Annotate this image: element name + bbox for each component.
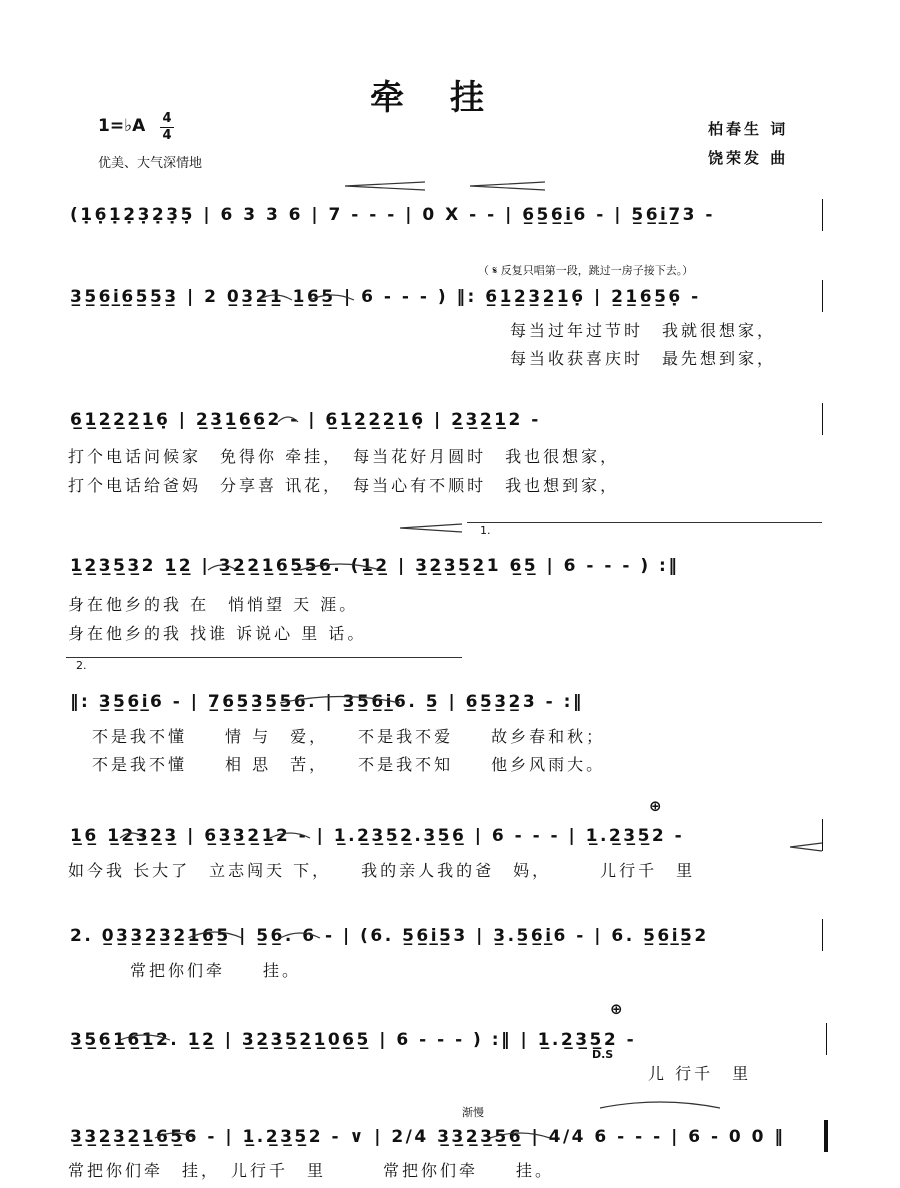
crescendo-hairpin bbox=[400, 524, 462, 532]
segno-instruction: （ 𝄋 反复只唱第一段，跳过一房子接下去。） bbox=[478, 264, 694, 277]
time-numerator: 4 bbox=[162, 111, 172, 126]
tie bbox=[600, 1102, 720, 1108]
key-signature: 1=♭A bbox=[98, 116, 146, 136]
slur bbox=[490, 1133, 550, 1138]
slur bbox=[310, 295, 354, 300]
slur bbox=[155, 1133, 195, 1138]
slur bbox=[188, 932, 242, 938]
score-line-6: 1̲6̲ 1̲2̲3̲2̲3̲ | 6̲3̲3̲2̲1̲2 - | 1̲.2̲3̲5̲2̲.3̲5̲6̲ | 6 - - - | 1̲.2̲3̲5̲2 - bbox=[70, 826, 685, 846]
slur bbox=[120, 833, 144, 838]
score-line-3: 6̲1̲2̲2̲2̲1̲6̣ | 2̲3̲1̲6̲6̲2 - | 6̲1̲2̲2̲2̲1̲6̣ | 2̲3̲2̲1̲2 - bbox=[70, 410, 541, 430]
lyric-line-6: 如今我 长大了 立志闯天 下， 我的亲人我的爸 妈， 儿行千 里 bbox=[68, 861, 696, 880]
slur bbox=[280, 697, 400, 704]
slur bbox=[208, 565, 236, 570]
song-title: 牵挂 bbox=[370, 78, 530, 118]
dal-segno-marking: D.S bbox=[592, 1048, 614, 1061]
composer-credit: 饶荣发 曲 bbox=[708, 149, 789, 167]
score-line-1: (1̣6̣1̣2̣3̣2̣3̣5̣ | 6 3 3 6 | 7 - - - | 0 X - - | 6̲5̲6̲i̲6 - | 5̲6̲i̲7̲3 - bbox=[70, 205, 715, 225]
decrescendo-hairpin bbox=[470, 182, 545, 190]
lyric-line-2b: 每当收获喜庆时 最先想到家， bbox=[510, 349, 777, 368]
score-line-8: 3̲5̲6̲1̲6̲1̲2. 1̲2̲ | 3̲2̲3̲5̲2̲1̲0̲6̲5̲ | 6 - - - ) :‖ | 1̲.2̲3̲5̲2 - bbox=[70, 1030, 637, 1050]
lyric-line-7: 常把你们牵 挂。 bbox=[130, 961, 302, 980]
slur bbox=[278, 417, 298, 422]
volta-2-label: 2. bbox=[76, 659, 87, 672]
slur bbox=[280, 933, 320, 938]
lyric-line-4b: 身在他乡的我 找谁 诉说心 里 话。 bbox=[68, 624, 367, 643]
score-line-4: 1̲2̲3̲5̲3̲2 1̲2̲ | 3̲2̲2̲1̲6̲5̲5̲6̲. (1̲2̲ | 3̲2̲3̲5̲2̲1 6̲5̲ | 6 - - - ) :‖ bbox=[70, 556, 680, 576]
slur bbox=[270, 833, 310, 838]
crescendo-hairpin bbox=[790, 843, 822, 851]
expression-marking: 优美、大气深情地 bbox=[98, 156, 203, 171]
coda-sign-icon: ⊕ bbox=[649, 797, 662, 815]
slur bbox=[300, 564, 380, 570]
score-line-5: ‖: 3̲5̲6̲i̲6 - | 7̲6̲5̲3̲5̲5̲6̲. | 3̲5̲6̲i̲6. 5̲ | 6̲5̲3̲2̲3 - :‖ bbox=[70, 692, 584, 712]
lyric-line-9: 常把你们牵 挂， 儿行千 里 常把你们牵 挂。 bbox=[68, 1161, 555, 1180]
lyric-line-5b: 不是我不懂 相 思 苦， 不是我不知 他乡风雨大。 bbox=[92, 755, 606, 774]
coda-sign-icon: ⊕ bbox=[610, 1000, 623, 1018]
crescendo-hairpin bbox=[345, 182, 425, 190]
lyric-line-5a: 不是我不懂 情 与 爱， 不是我不爱 故乡春和秋； bbox=[92, 727, 606, 746]
volta-1-label: 1. bbox=[480, 524, 491, 537]
lyric-line-3b: 打个电话给爸妈 分享喜 讯花， 每当心有不顺时 我也想到家， bbox=[68, 476, 620, 495]
score-line-2: 3̲5̲6̲i̲6̲5̲5̲3̲ | 2 0̲3̲2̲1̲ 1̲6̲5̲ | 6 - - - ) ‖: 6̲1̲2̲3̲2̲1̲6̣ | 2̲1̲6̲5̲6̣ - bbox=[70, 287, 701, 307]
slur bbox=[258, 295, 292, 300]
tempo-marking: 渐慢 bbox=[462, 1106, 484, 1119]
lyricist-credit: 柏春生 词 bbox=[708, 120, 789, 138]
score-line-9: 3̲3̲2̲3̲2̲1̲6̲5̲6 - | 1̲.2̲3̲5̲2 - ∨ | 2/4 3̲3̲2̲3̲5̲6̲ | 4/4 6 - - - | 6 - 0 0 ‖ bbox=[70, 1127, 786, 1147]
lyric-line-8: 儿 行千 里 bbox=[648, 1064, 752, 1083]
score-line-7: 2. 0̲3̲3̲2̲3̲2̲1̲6̲5̲ | 5̲6̲. 6 - | (6. 5̲6̲i̲5̲3 | 3̲.5̲6̲i̲6 - | 6. 5̲6̲i̲5̲2 bbox=[70, 926, 709, 946]
time-denominator: 4 bbox=[162, 128, 172, 143]
lyric-line-3a: 打个电话问候家 免得你 牵挂， 每当花好月圆时 我也很想家， bbox=[68, 447, 620, 466]
lyric-line-2a: 每当过年过节时 我就很想家， bbox=[510, 321, 777, 340]
lyric-line-4a: 身在他乡的我 在 悄悄望 天 涯。 bbox=[68, 595, 359, 614]
slur bbox=[120, 1035, 170, 1040]
